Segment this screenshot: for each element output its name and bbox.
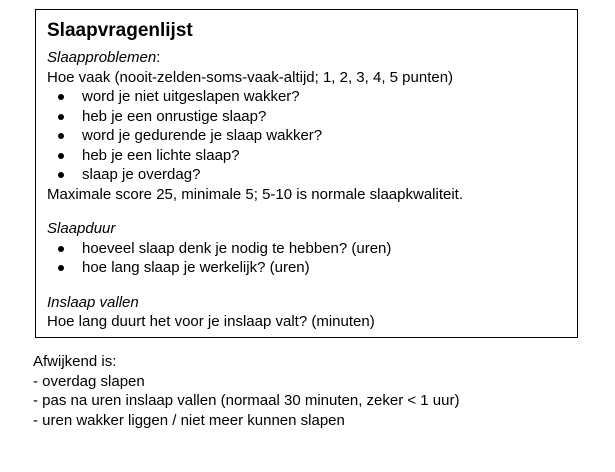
deviation-notes <box>33 352 459 430</box>
bullet-icon <box>58 153 64 159</box>
list-item <box>47 146 577 166</box>
list-item <box>47 87 577 107</box>
deviation-heading: Afwijkend is: <box>33 353 117 370</box>
sleep-duration-list <box>47 239 577 278</box>
list-item-text: hoeveel slaap denk je nodig te hebben? (uren) <box>82 239 392 257</box>
section-heading-sleep-duration: Slaapduur <box>47 220 116 237</box>
list-item-text: word je gedurende je slaap wakker? <box>82 127 323 144</box>
score-note: Maximale score 25, minimale 5; 5-10 is normale slaapkwaliteit. <box>47 185 464 203</box>
list-item-text: heb je een onrustige slaap? <box>82 107 267 125</box>
list-item-text: hoe lang slaap je werkelijk? (uren) <box>82 259 310 276</box>
bullet-icon <box>58 133 64 139</box>
sleep-problems-heading-colon: : <box>156 49 161 66</box>
list-item <box>47 126 577 146</box>
list-item <box>47 165 577 185</box>
section-spacer <box>47 204 577 219</box>
bullet-icon <box>58 172 64 178</box>
section-heading-falling-asleep: Inslaap vallen <box>47 293 139 311</box>
bullet-icon <box>58 114 64 120</box>
sleep-problems-heading-text: Slaapproblemen <box>47 49 157 66</box>
deviation-line: - pas na uren inslaap vallen (normaal 30 minuten, zeker < 1 uur) <box>33 392 460 409</box>
list-item-text: slaap je overdag? <box>82 166 201 183</box>
frequency-intro: Hoe vaak (nooit-zelden-soms-vaak-altijd; 1, 2, 3, 4, 5 punten) <box>47 68 454 86</box>
section-heading-sleep-problems <box>47 48 577 68</box>
bullet-icon <box>58 246 64 252</box>
bullet-icon <box>58 265 64 271</box>
list-item <box>47 107 577 127</box>
list-item <box>47 239 577 259</box>
questionnaire-title: Slaapvragenlijst <box>47 20 193 41</box>
section-spacer <box>47 278 577 293</box>
bullet-icon <box>58 94 64 100</box>
list-item-text: word je niet uitgeslapen wakker? <box>82 88 300 105</box>
list-item <box>47 258 577 278</box>
deviation-line: - uren wakker liggen / niet meer kunnen slapen <box>33 411 345 429</box>
deviation-line: - overdag slapen <box>33 372 145 390</box>
falling-asleep-question: Hoe lang duurt het voor je inslaap valt? (minuten) <box>47 313 375 330</box>
questionnaire-box <box>35 9 578 338</box>
list-item-text: heb je een lichte slaap? <box>82 146 240 164</box>
sleep-problems-list <box>47 87 577 185</box>
